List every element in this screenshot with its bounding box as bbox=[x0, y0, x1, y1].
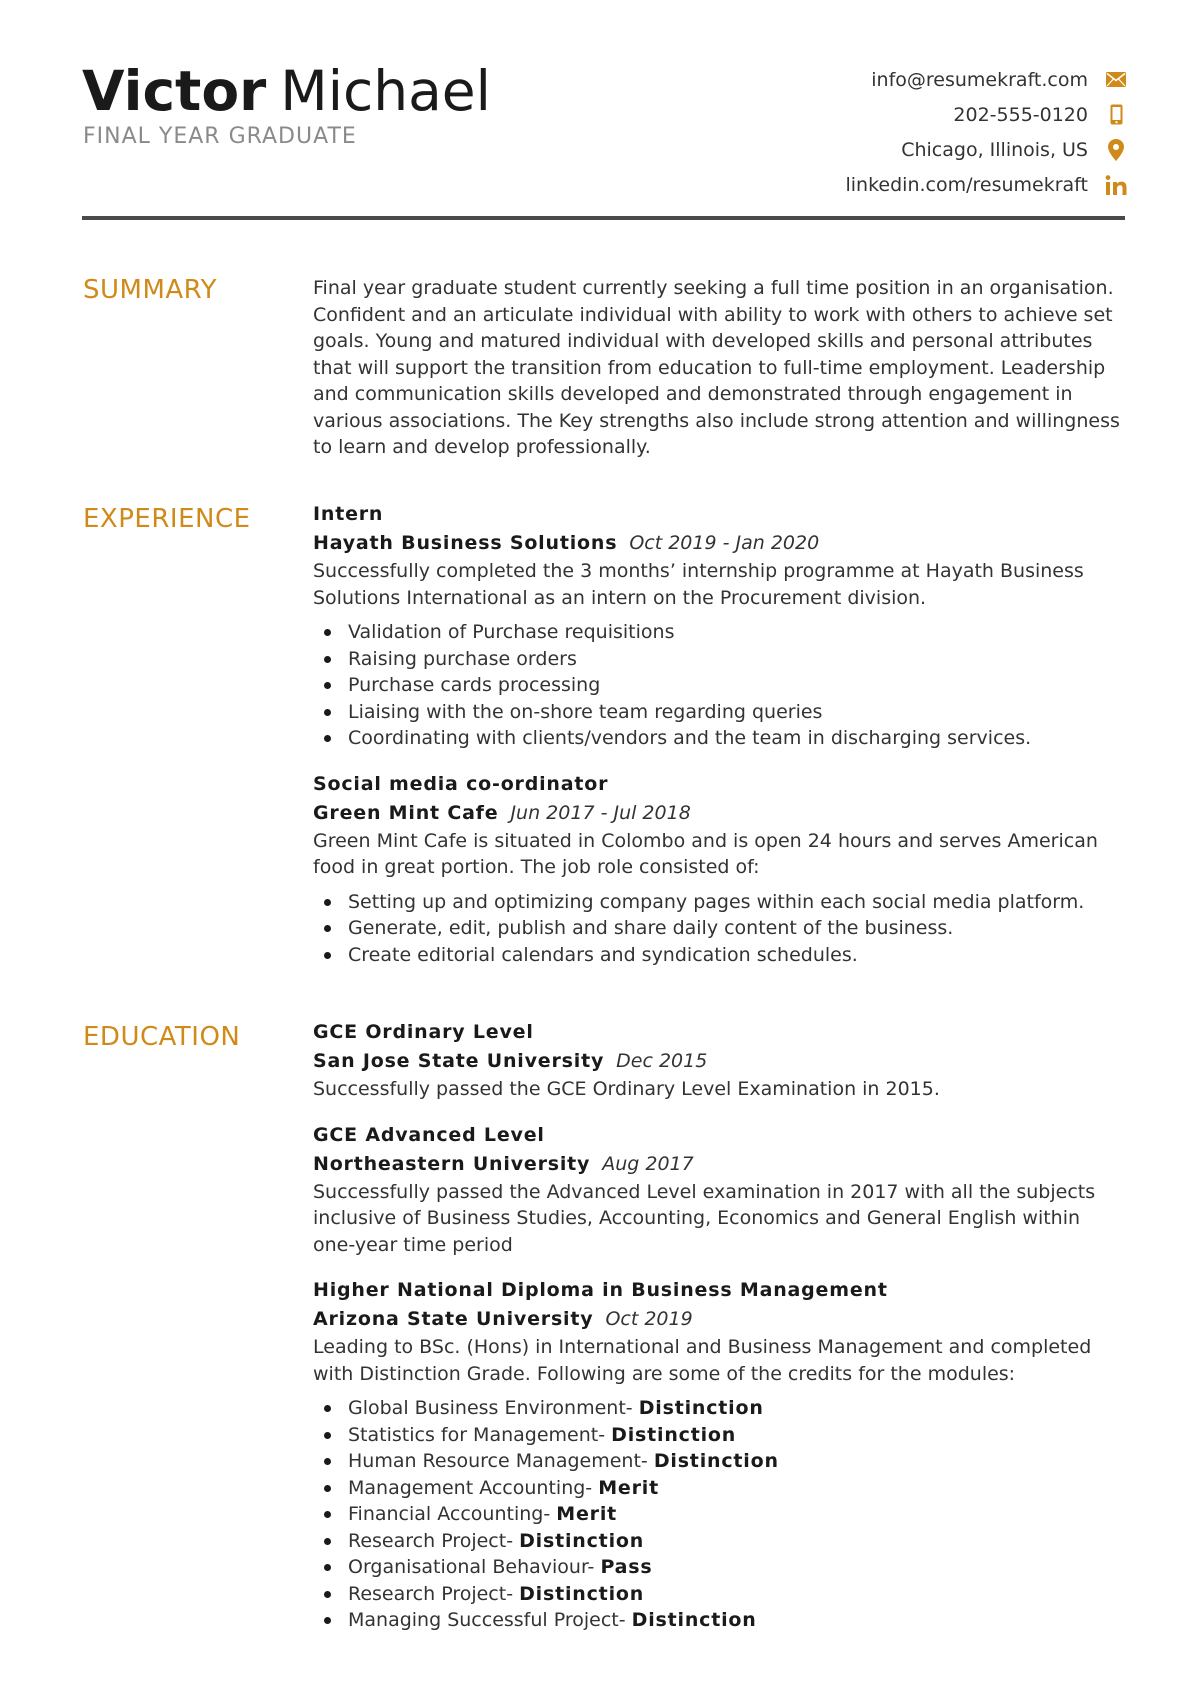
education-body bbox=[313, 1018, 1125, 1634]
bullet-item: Validation of Purchase requisitions bbox=[313, 619, 1125, 646]
school-line bbox=[313, 1150, 1125, 1179]
module-item bbox=[313, 1395, 1125, 1422]
contact-email bbox=[845, 62, 1128, 97]
linkedin-text[interactable]: linkedin.com/resumekraft bbox=[845, 173, 1088, 196]
section-heading: EXPERIENCE bbox=[83, 504, 251, 534]
job-description: Successfully completed the 3 months’ internship programme at Hayath Business Solutions International as an intern on the Procurement division. bbox=[313, 560, 1084, 609]
module-grade: Pass bbox=[600, 1556, 653, 1578]
school-name: Arizona State University bbox=[313, 1308, 594, 1330]
module-grade: Distinction bbox=[519, 1582, 645, 1605]
module-name: Statistics for Management- bbox=[348, 1423, 606, 1446]
job-entry bbox=[313, 770, 1125, 969]
job-title: Intern bbox=[313, 503, 384, 525]
school-name: Northeastern University bbox=[313, 1152, 591, 1175]
school-line bbox=[313, 1047, 1125, 1076]
module-name: Global Business Environment- bbox=[348, 1397, 633, 1419]
module-item bbox=[313, 1554, 1125, 1581]
module-item bbox=[313, 1475, 1125, 1502]
module-grade: Distinction bbox=[631, 1609, 757, 1631]
degree-title: GCE Advanced Level bbox=[313, 1123, 545, 1146]
education-entry bbox=[313, 1018, 1125, 1103]
education-description: Leading to BSc. (Hons) in International and Business Management and completed with Distinction Grade. Following are some of the credits for the modules: bbox=[313, 1336, 1092, 1385]
module-grade: Merit bbox=[598, 1476, 659, 1499]
degree-title: Higher National Diploma in Business Management bbox=[313, 1279, 888, 1301]
contact-linkedin bbox=[845, 167, 1128, 202]
module-grade: Distinction bbox=[611, 1423, 737, 1446]
job-title: Social media co-ordinator bbox=[313, 772, 609, 795]
linkedin-icon bbox=[1104, 173, 1128, 197]
job-subtitle: FINAL YEAR GRADUATE bbox=[83, 124, 357, 149]
first-name: Victor bbox=[82, 59, 267, 123]
module-name: Management Accounting- bbox=[348, 1476, 593, 1499]
module-name: Research Project- bbox=[348, 1529, 514, 1552]
job-date: Jun 2017 - Jul 2018 bbox=[510, 801, 691, 824]
degree-title: GCE Ordinary Level bbox=[313, 1021, 534, 1043]
education-entry bbox=[313, 1276, 1125, 1634]
job-org-line bbox=[313, 529, 1125, 558]
job-bullets bbox=[313, 619, 1125, 752]
last-name: Michael bbox=[280, 59, 491, 123]
bullet-item: Create editorial calendars and syndication schedules. bbox=[313, 942, 1125, 969]
school-name: San Jose State University bbox=[313, 1050, 605, 1072]
email-text[interactable]: info@resumekraft.com bbox=[871, 68, 1088, 91]
education-date: Dec 2015 bbox=[616, 1050, 708, 1072]
education-description: Successfully passed the GCE Ordinary Level Examination in 2015. bbox=[313, 1078, 940, 1100]
module-item bbox=[313, 1581, 1125, 1608]
education-date: Aug 2017 bbox=[602, 1152, 694, 1175]
module-item bbox=[313, 1528, 1125, 1555]
experience-body bbox=[313, 500, 1125, 968]
module-item bbox=[313, 1422, 1125, 1449]
bullet-item: Raising purchase orders bbox=[313, 646, 1125, 673]
module-grade: Distinction bbox=[519, 1529, 645, 1552]
section-heading: SUMMARY bbox=[83, 275, 217, 305]
job-description: Green Mint Cafe is situated in Colombo and is open 24 hours and serves American food in great portion. The job role consisted of: bbox=[313, 829, 1098, 878]
envelope-icon bbox=[1104, 68, 1128, 92]
bullet-item: Coordinating with clients/vendors and the team in discharging services. bbox=[313, 725, 1125, 752]
module-name: Human Resource Management- bbox=[348, 1450, 648, 1472]
section-heading: EDUCATION bbox=[83, 1022, 241, 1052]
job-entry bbox=[313, 500, 1125, 752]
contact-block bbox=[845, 62, 1128, 202]
mobile-phone-icon bbox=[1104, 103, 1128, 127]
module-name: Financial Accounting- bbox=[348, 1503, 551, 1525]
module-list bbox=[313, 1395, 1125, 1634]
module-name: Research Project- bbox=[348, 1582, 514, 1605]
education-description: Successfully passed the Advanced Level examination in 2017 with all the subjects inclusive of Business Studies, Accounting, Economics and General English within one-year time period bbox=[313, 1180, 1096, 1256]
map-pin-icon bbox=[1104, 138, 1128, 162]
phone-text[interactable]: 202-555-0120 bbox=[953, 103, 1088, 126]
header-divider bbox=[82, 216, 1125, 220]
contact-location bbox=[845, 132, 1128, 167]
bullet-item: Setting up and optimizing company pages within each social media platform. bbox=[313, 889, 1125, 916]
module-item bbox=[313, 1501, 1125, 1528]
job-bullets bbox=[313, 889, 1125, 969]
education-date: Oct 2019 bbox=[605, 1308, 693, 1330]
module-grade: Distinction bbox=[638, 1397, 764, 1419]
job-org: Hayath Business Solutions bbox=[313, 532, 618, 554]
module-grade: Merit bbox=[556, 1503, 618, 1525]
module-name: Managing Successful Project- bbox=[348, 1609, 626, 1631]
education-entry bbox=[313, 1121, 1125, 1259]
contact-phone bbox=[845, 97, 1128, 132]
school-line bbox=[313, 1305, 1125, 1334]
job-org-line bbox=[313, 799, 1125, 828]
module-name: Organisational Behaviour- bbox=[348, 1556, 595, 1578]
job-org: Green Mint Cafe bbox=[313, 801, 499, 824]
module-grade: Distinction bbox=[653, 1450, 779, 1472]
bullet-item: Purchase cards processing bbox=[313, 672, 1125, 699]
bullet-item: Generate, edit, publish and share daily content of the business. bbox=[313, 915, 1125, 942]
module-item bbox=[313, 1607, 1125, 1634]
location-text: Chicago, Illinois, US bbox=[901, 138, 1088, 161]
bullet-item: Liaising with the on-shore team regarding queries bbox=[313, 699, 1125, 726]
candidate-name bbox=[82, 56, 491, 126]
summary-text: Final year graduate student currently seeking a full time position in an organisation. Confident and an articulate individual with ability to work with others to achieve set goals. Young and matured individual with developed skills and personal attributes that will support the transition from education to full-time employment. Leadership and communication skills developed and demonstrated through engagement in various associations. The Key strengths also include strong attention and willingness to learn and develop professionally. bbox=[313, 277, 1120, 458]
summary-body bbox=[313, 275, 1125, 461]
job-date: Oct 2019 - Jan 2020 bbox=[629, 532, 820, 554]
module-item bbox=[313, 1448, 1125, 1475]
